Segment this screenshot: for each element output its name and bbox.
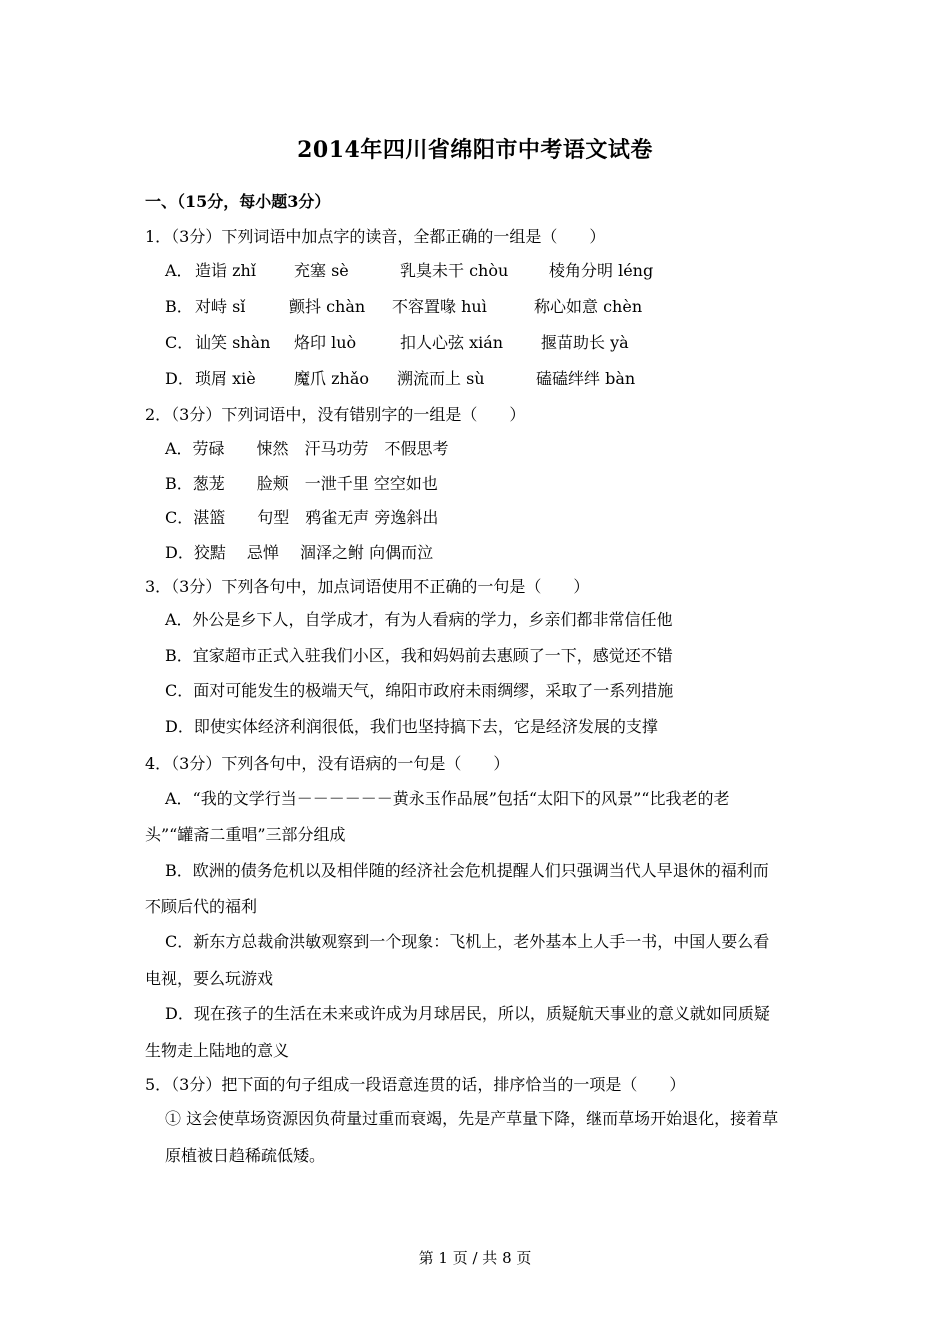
option-label: C． [165,333,194,352]
question-4-option-a-line2: 头”“罐斋二重唱”三部分组成 [145,825,346,844]
question-5-stem: 5．（3分）把下面的句子组成一段语意连贯的话，排序恰当的一项是（ ） [145,1075,686,1094]
option-item: 烙印 luò [294,333,357,352]
option-item: 不容置喙 huì [392,297,487,316]
section-heading: 一、（15分，每小题3分） [145,192,331,211]
option-label: A． [165,261,193,280]
option-item: 称心如意 chèn [534,297,643,316]
option-item: 对峙 sǐ [195,297,246,316]
option-label: B． [165,297,193,316]
question-4-option-c-line1: C．新东方总裁俞洪敏观察到一个现象：飞机上，老外基本上人手一书，中国人要么看 [165,932,770,951]
question-3-option-b: B．宜家超市正式入驻我们小区，我和妈妈前去惠顾了一下，感觉还不错 [165,646,673,665]
question-3-option-d: D．即使实体经济利润很低，我们也坚持搞下去，它是经济发展的支撑 [165,717,658,736]
option-label: D． [165,369,194,388]
option-item: 棱角分明 léng [549,261,654,280]
option-item: 魔爪 zhǎo [294,369,369,388]
page-footer: 第 1 页 / 共 8 页 [418,1249,532,1267]
question-4-option-b-line1: B．欧洲的债务危机以及相伴随的经济社会危机提醒人们只强调当代人早退休的福利而 [165,861,769,880]
question-2-option-b: B．葱茏 脸颊 一泄千里 空空如也 [165,474,438,493]
option-item: 磕磕绊绊 bàn [536,369,636,388]
option-item: 讪笑 shàn [195,333,271,352]
question-4-option-a-line1: A．“我的文学行当－－－－－－黄永玉作品展”包括“太阳下的风景”“比我老的老 [165,789,730,808]
option-item: 揠苗助长 yà [541,333,629,352]
question-2-option-d: D．狡黠 忌惮 涸泽之鲋 向偶而泣 [165,543,434,562]
option-item: 乳臭未干 chòu [400,261,509,280]
option-item: 颤抖 chàn [289,297,366,316]
question-1-stem: 1．（3分）下列词语中加点字的读音，全都正确的一组是（ ） [145,227,606,246]
question-3-option-a: A．外公是乡下人，自学成才，有为人看病的学力，乡亲们都非常信任他 [165,610,673,629]
question-4-option-d-line2: 生物走上陆地的意义 [145,1041,290,1060]
option-item: 造诣 zhǐ [195,261,256,280]
question-2-option-a: A．劳碌 悚然 汗马功劳 不假思考 [165,439,449,458]
exam-title: 2014年四川省绵阳市中考语文试卷 [297,137,653,163]
option-item: 扣人心弦 xián [400,333,504,352]
question-4-stem: 4．（3分）下列各句中，没有语病的一句是（ ） [145,754,510,773]
question-2-option-c: C．湛篮 句型 鸦雀无声 旁逸斜出 [165,508,439,527]
question-5-sentence-1-line2: 原植被日趋稀疏低矮。 [165,1146,326,1165]
question-2-stem: 2．（3分）下列词语中，没有错别字的一组是（ ） [145,405,526,424]
option-item: 琐屑 xiè [195,369,256,388]
question-3-option-c: C．面对可能发生的极端天气，绵阳市政府未雨绸缪，采取了一系列措施 [165,681,674,700]
question-3-stem: 3．（3分）下列各句中，加点词语使用不正确的一句是（ ） [145,577,590,596]
question-5-sentence-1-line1: ① 这会使草场资源因负荷量过重而衰竭，先是产草量下降，继而草场开始退化，接着草 [165,1109,779,1128]
option-item: 充塞 sè [294,261,349,280]
option-item: 溯流而上 sù [397,369,485,388]
question-4-option-d-line1: D．现在孩子的生活在未来或许成为月球居民，所以，质疑航天事业的意义就如同质疑 [165,1004,770,1023]
question-4-option-c-line2: 电视，要么玩游戏 [145,969,274,988]
question-4-option-b-line2: 不顾后代的福利 [145,897,258,916]
